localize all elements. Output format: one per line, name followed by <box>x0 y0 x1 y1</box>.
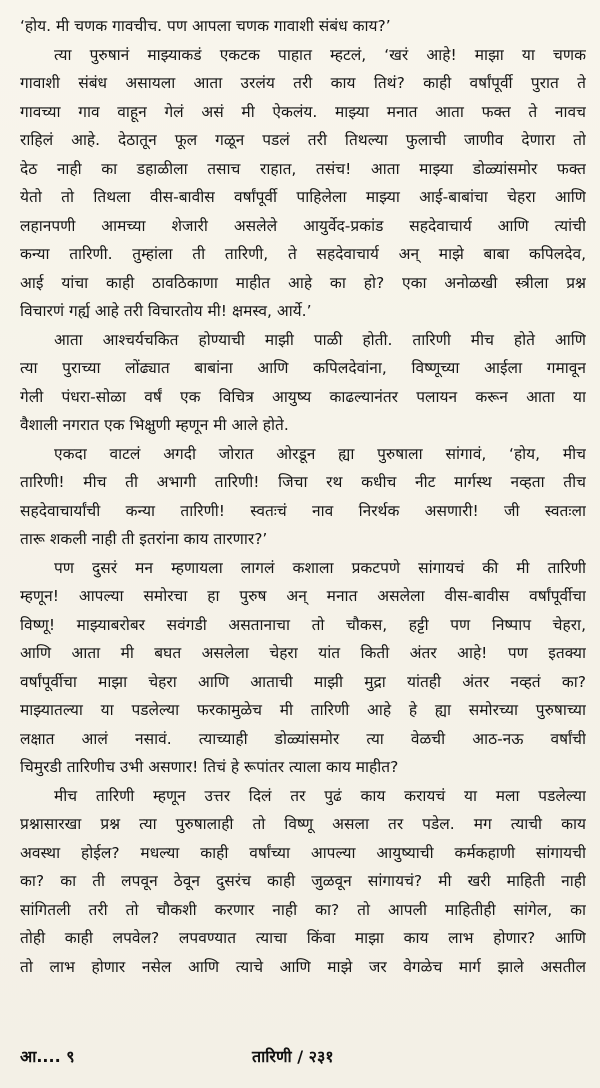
text-line: देठ नाही का डहाळीला तसाच राहात, तसंच! आता माझ्या डोळ्यांसमोर फक्त <box>20 159 586 178</box>
paragraph <box>20 12 586 41</box>
text-line: माझ्यातल्या या पडलेल्या फरकामुळेच मी तारिणी आहे हे ह्या समोरच्या पुरुषाच्या <box>20 701 586 719</box>
body-text <box>20 12 586 981</box>
text-line: त्या पुरुषानं माझ्याकडं एकटक पाहात म्हटलं, ‘खरं आहे! माझा या चणक <box>54 45 586 64</box>
text-line: ‘होय. मी चणक गावचीच. पण आपला चणक गावाशी संबंध काय?’ <box>20 17 391 35</box>
text-line: तारिणी! मीच ती अभागी तारिणी! जिचा रथ कधीच नीट मार्गस्थ नव्हता तीच <box>20 473 586 491</box>
text-line: आई यांचा काही ठावठिकाणा माहीत आहे का हो? एका अनोळखी स्त्रीला प्रश्न <box>20 273 586 292</box>
text-line: राहिलं आहे. देठातून फूल गळून पडलं तरी तिथल्या फुलाची जाणीव देणारा तो <box>20 131 586 149</box>
text-line: सहदेवाचार्यांची कन्या तारिणी! स्वतःचं नाव निरर्थक असणारी! जी स्वतःला <box>20 501 586 520</box>
text-line: सांगितली तरी तो चौकशी करणार नाही का? तो आपली माहितीही सांगेल, का <box>20 900 586 919</box>
text-line: वर्षांपूर्वीचा माझा चेहरा आणि आताची माझी मुद्रा यांतही अंतर नव्हतं का? <box>20 672 586 691</box>
text-line: गावच्या गाव वाहून गेलं असं मी ऐकलंय. माझ्या मनात आता फक्त ते नावच <box>20 102 586 121</box>
text-line: अवस्था होईल? मधल्या काही वर्षांच्या आपल्या आयुष्याची कर्मकहाणी सांगायची <box>20 843 586 862</box>
text-line: गावाशी संबंध असायला आता उरलंय तरी काय तिथं? काही वर्षांपूर्वी पुरात ते <box>20 74 586 92</box>
text-line: मीच तारिणी म्हणून उत्तर दिलं तर पुढं काय करायचं या मला पडलेल्या <box>54 786 586 805</box>
paragraph <box>20 41 586 326</box>
page-footer <box>20 1045 586 1073</box>
text-line: आणि आता मी बघत असलेला चेहरा यांत किती अंतर आहे! पण इतक्या <box>20 644 586 662</box>
text-line: आता आश्चर्यचकित होण्याची माझी पाळी होती. तारिणी मीच होते आणि <box>54 330 586 349</box>
text-line: गेली पंधरा-सोळा वर्षं एक विचित्र आयुष्य काढल्यानंतर पलायन करून आता या <box>20 387 586 406</box>
text-line: वैशाली नगरात एक भिक्षुणी म्हणून मी आले होते. <box>20 416 289 434</box>
signature-mark: आ.... ९ <box>20 1047 75 1066</box>
text-line: येतो तो तिथला वीस-बावीस वर्षांपूर्वी पाहिलेला माझ्या आई-बाबांचा चेहरा आणि <box>20 188 586 206</box>
text-line: त्या पुराच्या लोंढ्यात बाबांना आणि कपिलदेवांना, विष्णूच्या आईला गमावून <box>20 359 586 377</box>
text-line: म्हणून! आपल्या समोरचा हा पुरुष अन् मनात असलेला वीस-बावीस वर्षांपूर्वीचा <box>20 587 586 605</box>
paragraph <box>20 440 586 554</box>
text-line: विचारणं गर्ह्य आहे तरी विचारतोय मी! क्षमस्व, आर्ये.’ <box>20 302 312 320</box>
text-line: तो लाभ होणार नसेल आणि त्याचे आणि माझे जर वेगळेच मार्ग झाले असतील <box>20 957 586 976</box>
text-line: का? का ती लपवून ठेवून दुसरंच काही जुळवून सांगायचं? मी खरी माहिती नाही <box>20 872 586 890</box>
running-footer-title-page-number: तारिणी / २३१ <box>252 1047 334 1066</box>
paragraph <box>20 782 586 982</box>
text-line: कन्या तारिणी. तुम्हांला ती तारिणी, ते सहदेवाचार्य अन् माझे बाबा कपिलदेव, <box>20 245 586 263</box>
text-line: चिमुरडी तारिणीच उभी असणार! तिचं हे रूपांतर त्याला काय माहीत? <box>20 758 399 776</box>
text-line: तारू शकली नाही ती इतरांना काय तारणार?’ <box>20 530 268 548</box>
text-line: तोही काही लपवेल? लपवण्यात त्याचा किंवा माझा काय लाभ होणार? आणि <box>20 929 586 947</box>
text-line: विष्णू! माझ्याबरोबर सवंगडी असतानाचा तो चौकस, हट्टी पण निष्पाप चेहरा, <box>20 615 586 634</box>
text-line: पण दुसरं मन म्हणायला लागलं कशाला प्रकटपणे सांगायचं की मी तारिणी <box>54 558 586 577</box>
text-line: प्रश्नासारखा प्रश्न त्या पुरुषालाही तो विष्णू असला तर पडेल. मग त्याची काय <box>20 815 586 833</box>
paragraph <box>20 326 586 440</box>
text-line: लक्षात आलं नसावं. त्याच्याही डोळ्यांसमोर त्या वेळची आठ-नऊ वर्षांची <box>20 729 586 748</box>
footer-divider <box>20 1037 586 1038</box>
paragraph <box>20 554 586 782</box>
text-line: एकदा वाटलं अगदी जोरात ओरडून ह्या पुरुषाला सांगावं, ‘होय, मीच <box>54 444 586 463</box>
text-line: लहानपणी आमच्या शेजारी असलेले आयुर्वेद-प्रकांड सहदेवाचार्य आणि त्यांची <box>20 216 586 235</box>
